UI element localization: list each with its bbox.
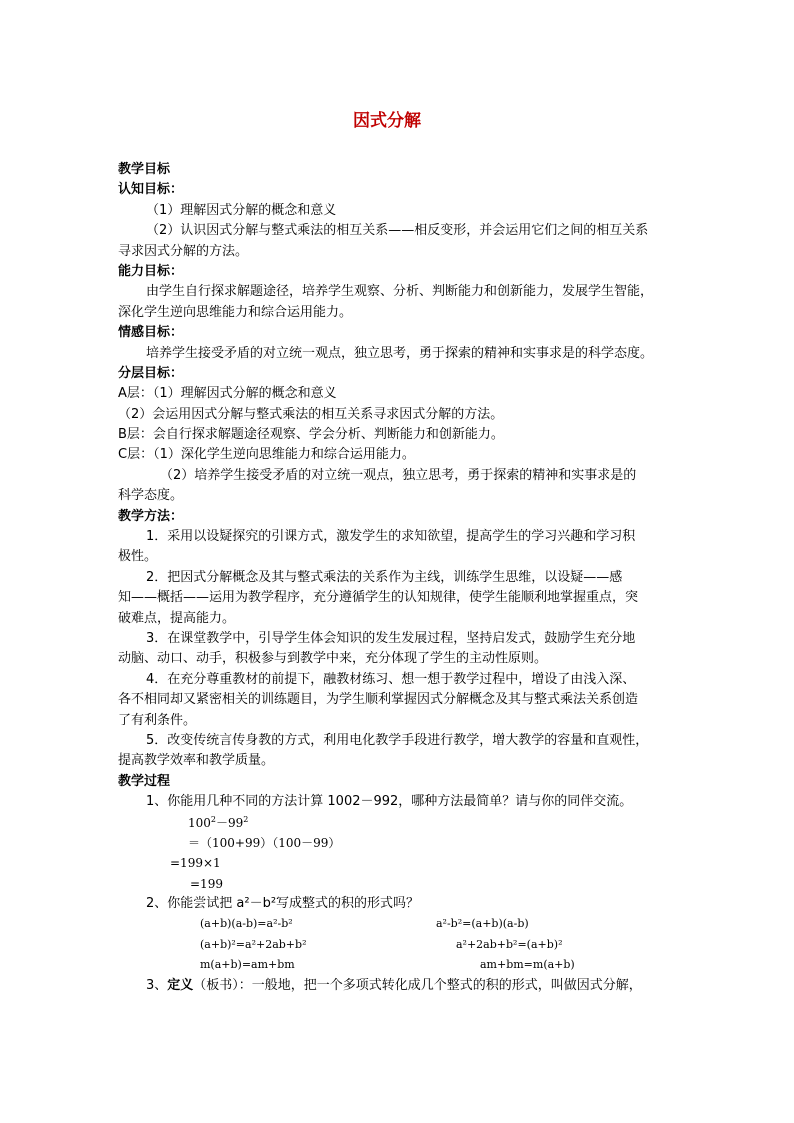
factorization-formula: am+bm=m(a+b) — [480, 958, 575, 972]
factorization-formula: a²-b²=(a+b)(a-b) — [436, 917, 529, 931]
formula-pair-row — [118, 914, 678, 934]
formula-pair-row — [118, 935, 678, 955]
formula-pair-row — [118, 955, 678, 975]
heading-teaching-process: 教学过程 — [118, 773, 171, 789]
paragraph-line: B层：会自行探求解题途径观察、学会分析、判断能力和创新能力。 — [118, 427, 504, 443]
paragraph-line: 5．改变传统言传身教的方式，利用电化教学手段进行教学，增大教学的容量和直观性， — [146, 732, 649, 748]
question-1: 1、你能用几种不同的方法计算 1002－992，哪种方法最简单？请与你的同伴交流。 — [146, 794, 633, 810]
paragraph-line: 寻求因式分解的方法。 — [118, 243, 249, 259]
heading-tiered-goals: 分层目标： — [118, 365, 184, 381]
paragraph-line: （2）会运用因式分解与整式乘法的相互关系寻求因式分解的方法。 — [118, 406, 504, 422]
heading-ability-goals: 能力目标： — [118, 263, 184, 279]
paragraph-line: 破难点，提高能力。 — [118, 610, 236, 626]
document-body — [118, 160, 678, 996]
document-title: 因式分解 — [353, 111, 421, 131]
expansion-formula: (a+b)(a-b)=a²-b² — [200, 917, 293, 931]
expansion-formula: (a+b)²=a²+2ab+b² — [200, 937, 307, 951]
paragraph-line: 动脑、动口、动手，积极参与到教学中来，充分体现了学生的主动性原则。 — [118, 651, 548, 667]
paragraph-line: 科学态度。 — [118, 488, 184, 504]
factorization-formula: a²+2ab+b²=(a+b)² — [456, 937, 563, 951]
calc-step-3: =199×1 — [170, 856, 221, 871]
heading-cognitive-goals: 认知目标： — [118, 182, 184, 198]
paragraph-line: 2．把因式分解概念及其与整式乘法的关系作为主线，训练学生思维，以设疑——感 — [146, 569, 623, 585]
calc-step-1: $100^2-99^2$ — [188, 814, 249, 830]
paragraph-line: 4．在充分尊重教材的前提下，融教材练习、想一想于教学过程中，增设了由浅入深、 — [146, 671, 636, 687]
paragraph-line: 极性。 — [118, 549, 158, 565]
paragraph-line: （1）理解因式分解的概念和意义 — [146, 202, 337, 218]
paragraph-line: 由学生自行探求解题途径，培养学生观察、分析、判断能力和创新能力，发展学生智能， — [146, 284, 654, 300]
expansion-formula: m(a+b)=am+bm — [200, 958, 295, 972]
definition-line: 3、定义（板书）：一般地，把一个多项式转化成几个整式的积的形式，叫做因式分解， — [146, 977, 642, 993]
paragraph-line: 1．采用以设疑探究的引课方式，激发学生的求知欲望，提高学生的学习兴趣和学习积 — [146, 529, 636, 545]
paragraph-line: A层：（1）理解因式分解的概念和意义 — [118, 386, 337, 402]
paragraph-line: （2）认识因式分解与整式乘法的相互关系——相反变形，并会运用它们之间的相互关系 — [146, 223, 649, 239]
paragraph-line: 各不相同却又紧密相关的训练题目，为学生顺利掌握因式分解概念及其与整式乘法关系创造 — [118, 692, 639, 708]
calc-step-4: =199 — [190, 876, 223, 891]
paragraph-line: 培养学生接受矛盾的对立统一观点，独立思考，勇于探索的精神和实事求是的科学态度。 — [146, 345, 654, 361]
paragraph-line: 知——概括——运用为教学程序，充分遵循学生的认知规律，使学生能顺利地掌握重点，突 — [118, 590, 639, 606]
heading-teaching-methods: 教学方法： — [118, 508, 184, 524]
calc-step-2: ＝（100+99）（100－99） — [188, 835, 341, 850]
question-2: 2、你能尝试把 a²－b²写成整式的积的形式吗？ — [146, 896, 420, 912]
paragraph-line: （2）培养学生接受矛盾的对立统一观点，独立思考，勇于探索的精神和实事求是的 — [160, 467, 637, 483]
heading-teaching-goals: 教学目标 — [118, 162, 171, 177]
paragraph-line: 3．在课堂教学中，引导学生体会知识的发生发展过程，坚持启发式，鼓励学生充分地 — [146, 630, 636, 646]
paragraph-line: 深化学生逆向思维能力和综合运用能力。 — [118, 304, 353, 320]
heading-emotional-goals: 情感目标： — [118, 325, 184, 341]
paragraph-line: 提高教学效率和教学质量。 — [118, 753, 275, 769]
paragraph-line: C层：（1）深化学生逆向思维能力和综合运用能力。 — [118, 447, 415, 463]
paragraph-line: 了有利条件。 — [118, 712, 197, 728]
